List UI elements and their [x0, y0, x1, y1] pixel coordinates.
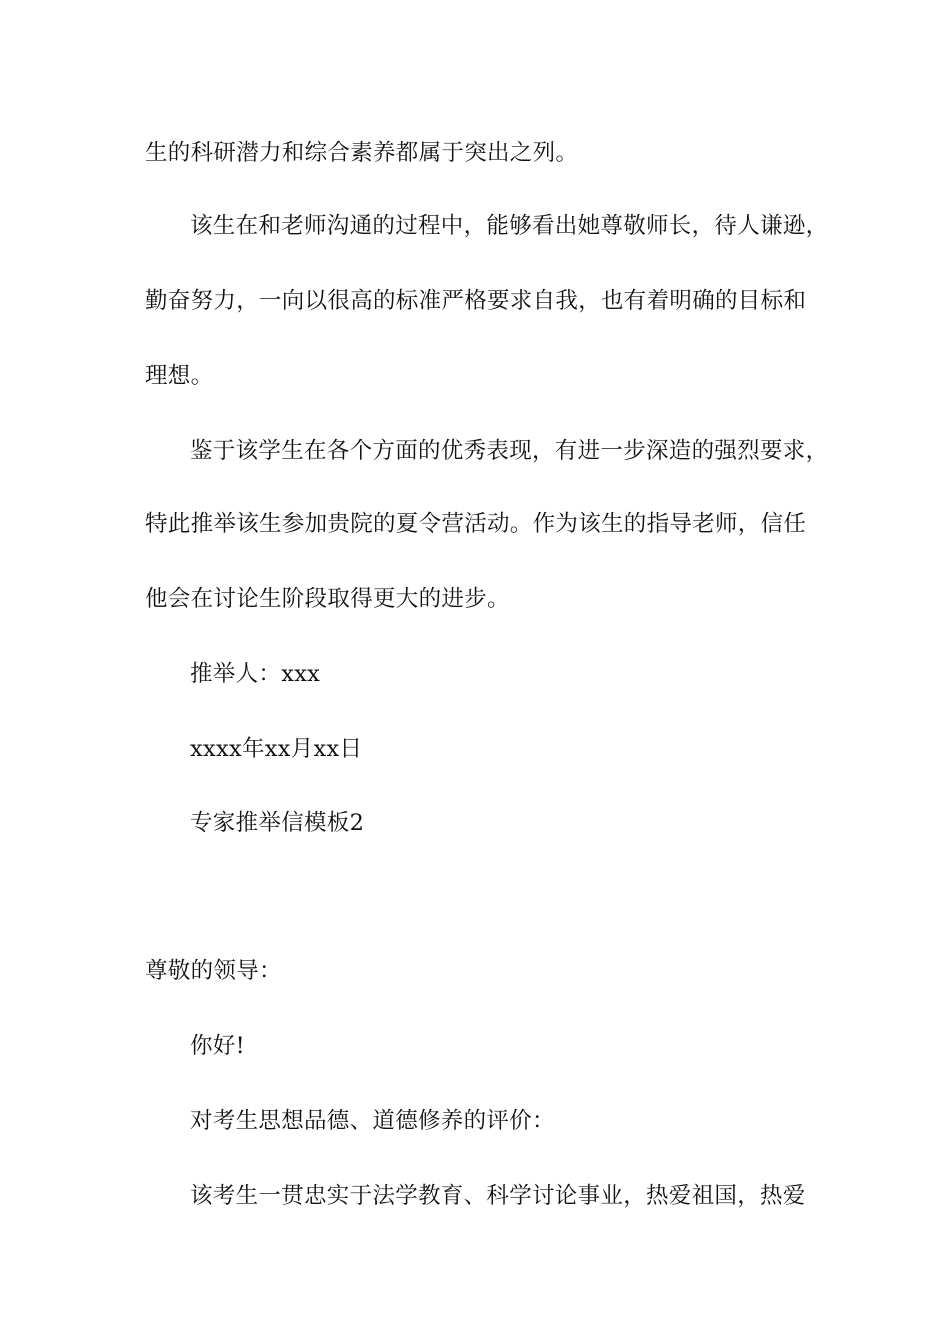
- body-line-4: 理想。: [145, 363, 214, 389]
- body-line-2: 该生在和老师沟通的过程中，能够看出她尊敬师长，待人谦逊，: [190, 213, 829, 239]
- body-line-3: 勤奋努力，一向以很高的标准严格要求自我，也有着明确的目标和: [145, 288, 807, 314]
- body-line-1: 生的科研潜力和综合素养都属于突出之列。: [145, 140, 579, 166]
- greeting: 你好!: [190, 1033, 245, 1059]
- body-line-6: 特此推举该生参加贵院的夏令营活动。作为该生的指导老师，信任: [145, 511, 807, 537]
- evaluation-heading: 对考生思想品德、道德修养的评价：: [190, 1108, 555, 1134]
- recommender-line: 推举人：xxx: [190, 661, 321, 687]
- body-line-7: 他会在讨论生阶段取得更大的进步。: [145, 586, 510, 612]
- date-line: xxxx年xx月xx日: [190, 736, 363, 762]
- body-line-8: 该考生一贯忠实于法学教育、科学讨论事业，热爱祖国，热爱: [190, 1183, 806, 1209]
- body-line-5: 鉴于该学生在各个方面的优秀表现，有进一步深造的强烈要求，: [190, 438, 829, 464]
- salutation: 尊敬的领导：: [145, 958, 282, 984]
- section-title: 专家推举信模板2: [190, 810, 365, 836]
